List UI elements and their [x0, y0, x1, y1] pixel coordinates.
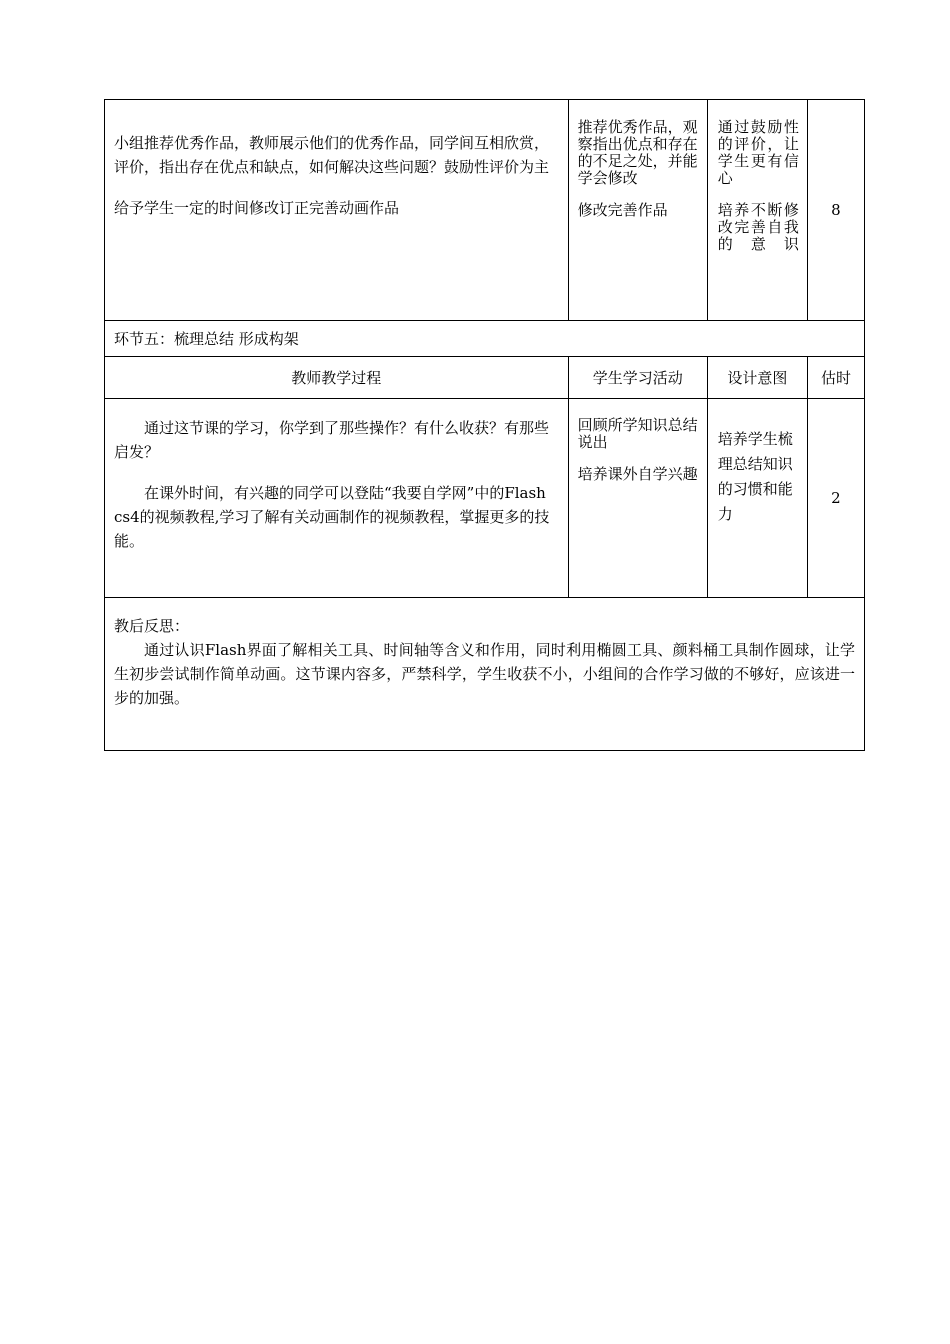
student-activity-cell [568, 399, 707, 598]
teacher-text: 给予学生一定的时间修改订正完善动画作品 [114, 199, 400, 217]
design-intent-cell [707, 100, 807, 321]
table-row [105, 399, 865, 598]
reflection-body: 通过认识Flash界面了解相关工具、时间轴等含义和作用，同时利用椭圆工具、颜料桶工具制作圆球，让学生初步尝试制作简单动画。这节课内容多，严禁科学，学生收获不小，小组间的合作学习做的不够好，应该进一步的加强。 [114, 641, 855, 707]
section-title: 环节五：梳理总结 形成构架 [114, 330, 299, 348]
reflection-title: 教后反思： [114, 617, 190, 635]
student-text: 推荐优秀作品，观察指出优点和存在的不足之处，并能学会修改 [577, 118, 698, 187]
student-text: 修改完善作品 [577, 201, 668, 219]
reflection-cell [105, 598, 865, 751]
design-intent-cell [707, 399, 807, 598]
student-text: 培养课外自学兴趣 [577, 465, 698, 483]
design-text: 培养不断修改完善自我的意识 [717, 201, 799, 253]
student-text: 回顾所学知识总结说出 [577, 416, 698, 451]
teacher-process-cell [105, 399, 569, 598]
time-cell: 8 [807, 100, 864, 321]
teacher-text: 在课外时间，有兴趣的同学可以登陆“我要自学网”中的Flash cs4的视频教程,学习了解有关动画制作的视频教程，掌握更多的技能。 [114, 484, 550, 550]
header-design: 设计意图 [707, 357, 807, 399]
header-teacher: 教师教学过程 [105, 357, 569, 399]
design-text: 培养学生梳理总结知识的习惯和能力 [717, 430, 793, 523]
design-text: 通过鼓励性的评价，让学生更有信心 [717, 118, 799, 187]
header-student: 学生学习活动 [568, 357, 707, 399]
header-time: 估时 [807, 357, 864, 399]
header-row [105, 357, 865, 399]
table-row [105, 321, 865, 357]
teacher-process-cell [105, 100, 569, 321]
student-activity-cell [568, 100, 707, 321]
teacher-text: 通过这节课的学习，你学到了那些操作？有什么收获？有那些启发？ [114, 419, 550, 461]
lesson-plan-table [104, 99, 865, 751]
section-title-cell [105, 321, 865, 357]
table-row [105, 100, 865, 321]
time-cell: 2 [807, 399, 864, 598]
teacher-text: 小组推荐优秀作品，教师展示他们的优秀作品，同学间互相欣赏，评价，指出存在优点和缺点，如何解决这些问题？鼓励性评价为主 [114, 134, 550, 176]
reflection-row [105, 598, 865, 751]
